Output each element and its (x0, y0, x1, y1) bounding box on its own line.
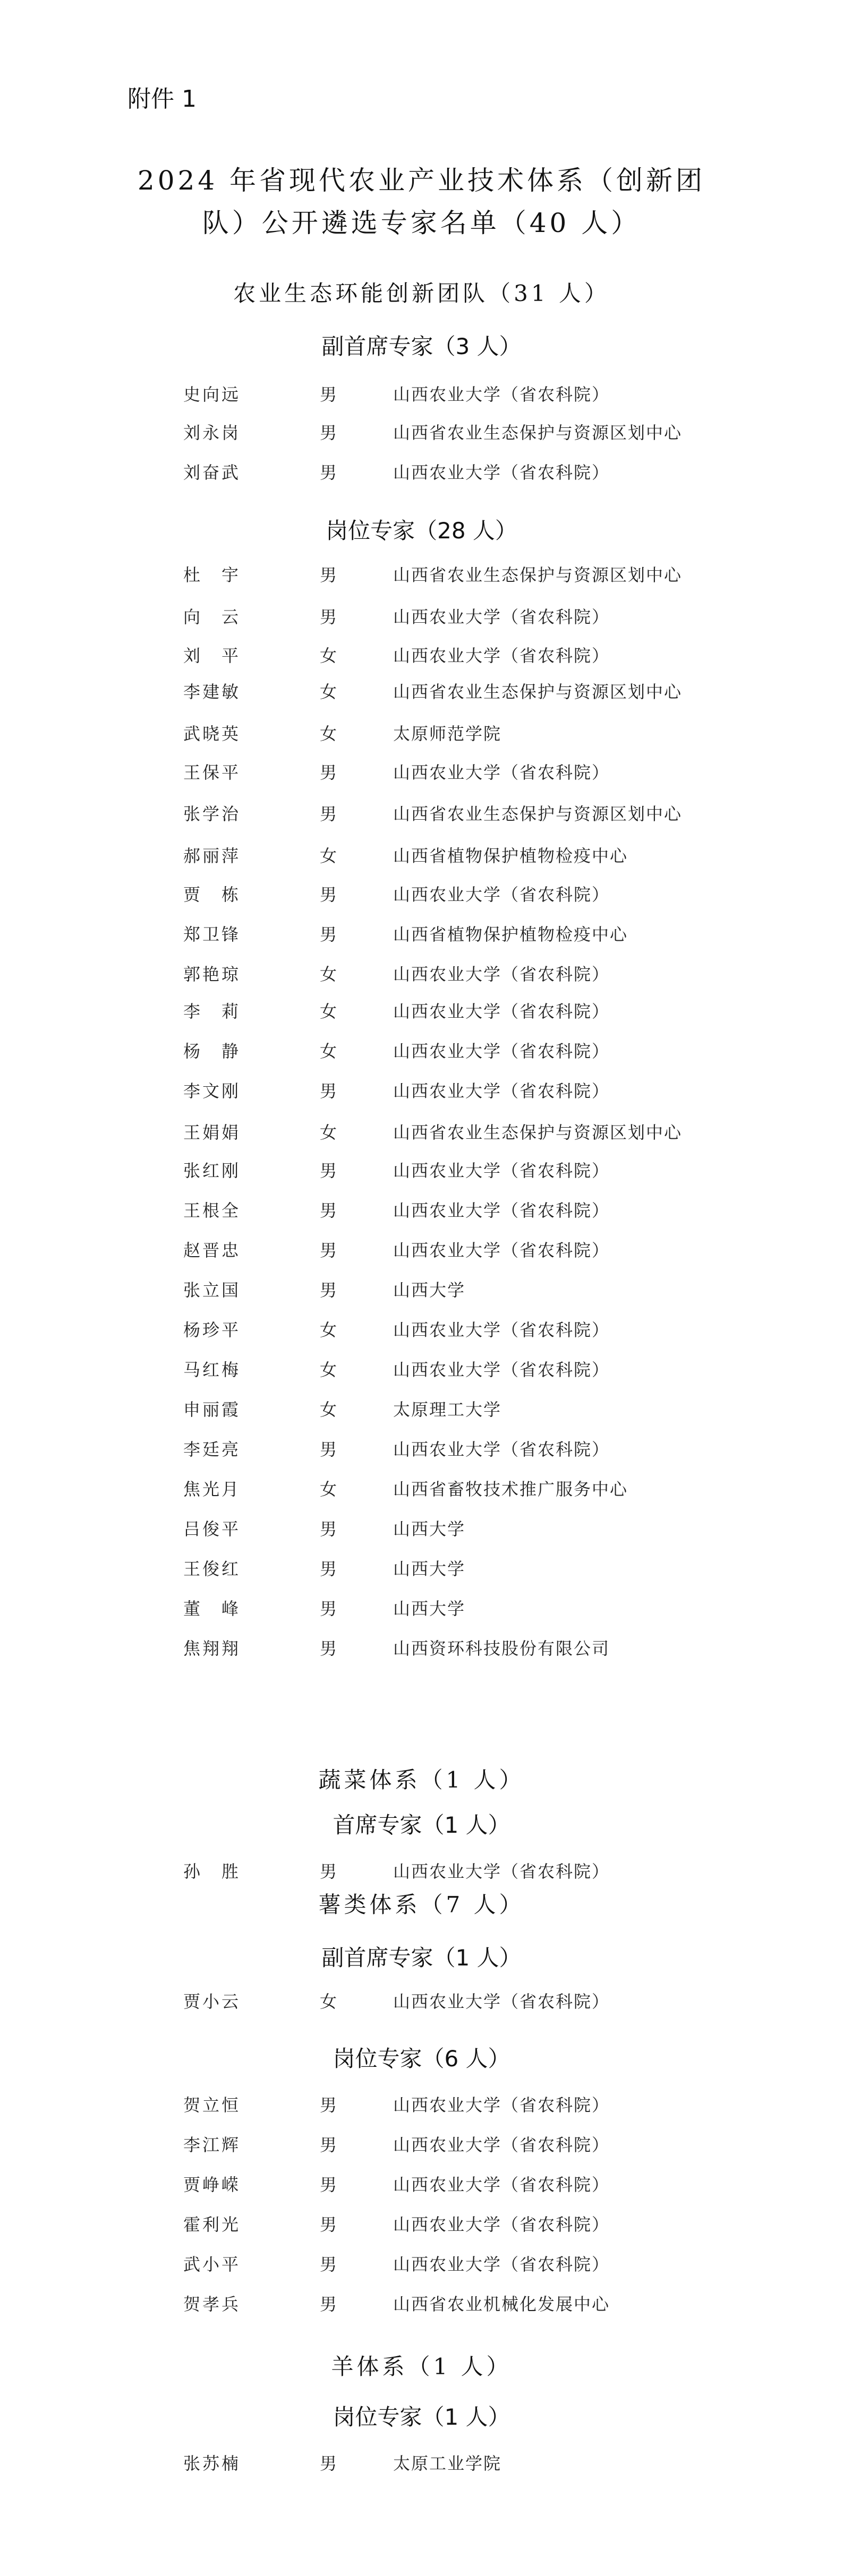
member-organization: 山西省植物保护植物检疫中心 (393, 846, 628, 866)
member-organization: 山西农业大学（省农科院） (393, 2175, 610, 2195)
member-gender: 男 (320, 1638, 337, 1659)
member-organization: 太原工业学院 (393, 2453, 502, 2474)
member-gender: 女 (320, 646, 337, 666)
attachment-label: 附件 1 (127, 85, 197, 113)
member-gender: 女 (320, 1991, 337, 2012)
member-gender: 男 (320, 1599, 337, 1619)
member-organization: 山西省农业生态保护与资源区划中心 (393, 804, 683, 824)
member-organization: 山西省农业生态保护与资源区划中心 (393, 423, 683, 443)
member-organization: 山西农业大学（省农科院） (393, 2135, 610, 2155)
member-name: 向 云 (183, 607, 241, 627)
member-organization: 山西农业大学（省农科院） (393, 2095, 610, 2115)
member-organization: 山西农业大学（省农科院） (393, 1991, 610, 2012)
member-name: 郭艳琼 (183, 964, 241, 984)
member-gender: 女 (320, 1479, 337, 1499)
member-organization: 山西农业大学（省农科院） (393, 762, 610, 783)
member-organization: 山西省畜牧技术推广服务中心 (393, 1479, 628, 1499)
member-name: 杜 宇 (183, 565, 241, 585)
member-gender: 女 (320, 846, 337, 866)
system-heading: 薯类体系（7 人） (318, 1892, 525, 1918)
member-organization: 山西省农业生态保护与资源区划中心 (393, 565, 683, 585)
member-gender: 女 (320, 964, 337, 984)
member-name: 武小平 (183, 2254, 241, 2274)
member-gender: 男 (320, 1519, 337, 1539)
member-organization: 山西农业大学（省农科院） (393, 1161, 610, 1181)
member-organization: 山西农业大学（省农科院） (393, 1360, 610, 1380)
role-heading: 副首席专家（3 人） (321, 333, 522, 359)
member-name: 刘永岗 (183, 423, 241, 443)
member-name: 李建敏 (183, 682, 241, 702)
member-gender: 男 (320, 462, 337, 483)
member-name: 刘奋武 (183, 462, 241, 483)
member-gender: 男 (320, 2294, 337, 2314)
member-organization: 山西农业大学（省农科院） (393, 1001, 610, 1021)
member-name: 王娟娟 (183, 1122, 241, 1143)
member-name: 贺立恒 (183, 2095, 241, 2115)
member-organization: 山西省农业机械化发展中心 (393, 2294, 610, 2314)
member-gender: 男 (320, 924, 337, 944)
member-organization: 山西农业大学（省农科院） (393, 607, 610, 627)
role-heading: 岗位专家（28 人） (326, 518, 517, 544)
member-gender: 女 (320, 724, 337, 744)
member-organization: 山西省农业生态保护与资源区划中心 (393, 1122, 683, 1143)
member-name: 贺孝兵 (183, 2294, 241, 2314)
member-name: 王保平 (183, 762, 241, 783)
member-name: 焦光月 (183, 1479, 241, 1499)
member-organization: 山西省植物保护植物检疫中心 (393, 924, 628, 944)
member-gender: 女 (320, 1041, 337, 1061)
member-name: 张立国 (183, 1280, 241, 1300)
member-organization: 山西大学 (393, 1599, 466, 1619)
member-name: 李江辉 (183, 2135, 241, 2155)
member-organization: 山西农业大学（省农科院） (393, 1439, 610, 1459)
document-title-line-2: 队）公开遴选专家名单（40 人） (202, 208, 641, 238)
member-gender: 男 (320, 1200, 337, 1221)
member-name: 孙 胜 (183, 1861, 241, 1882)
member-organization: 山西大学 (393, 1559, 466, 1579)
member-name: 郝丽萍 (183, 846, 241, 866)
member-name: 王根全 (183, 1200, 241, 1221)
member-organization: 太原师范学院 (393, 724, 502, 744)
member-organization: 山西大学 (393, 1280, 466, 1300)
member-gender: 男 (320, 2135, 337, 2155)
member-gender: 男 (320, 1559, 337, 1579)
member-organization: 山西农业大学（省农科院） (393, 1081, 610, 1101)
member-name: 马红梅 (183, 1360, 241, 1380)
member-gender: 男 (320, 2214, 337, 2235)
member-organization: 山西农业大学（省农科院） (393, 462, 610, 483)
member-gender: 男 (320, 1240, 337, 1260)
member-gender: 男 (320, 1081, 337, 1101)
system-heading: 农业生态环能创新团队（31 人） (233, 280, 610, 306)
member-name: 贾小云 (183, 1991, 241, 2012)
member-name: 李廷亮 (183, 1439, 241, 1459)
member-name: 王俊红 (183, 1559, 241, 1579)
member-gender: 男 (320, 2095, 337, 2115)
member-name: 杨珍平 (183, 1320, 241, 1340)
role-heading: 副首席专家（1 人） (321, 1945, 522, 1971)
member-organization: 山西农业大学（省农科院） (393, 1861, 610, 1882)
member-organization: 山西农业大学（省农科院） (393, 2214, 610, 2235)
member-name: 武晓英 (183, 724, 241, 744)
member-gender: 女 (320, 1399, 337, 1420)
role-heading: 岗位专家（6 人） (333, 2046, 510, 2072)
member-gender: 女 (320, 682, 337, 702)
member-organization: 山西农业大学（省农科院） (393, 1041, 610, 1061)
member-organization: 山西资环科技股份有限公司 (393, 1638, 610, 1659)
member-organization: 山西农业大学（省农科院） (393, 885, 610, 905)
member-name: 吕俊平 (183, 1519, 241, 1539)
member-gender: 男 (320, 1861, 337, 1882)
member-gender: 男 (320, 1161, 337, 1181)
member-name: 董 峰 (183, 1599, 241, 1619)
member-organization: 山西农业大学（省农科院） (393, 1320, 610, 1340)
member-gender: 男 (320, 2175, 337, 2195)
member-organization: 山西农业大学（省农科院） (393, 964, 610, 984)
member-name: 焦翔翔 (183, 1638, 241, 1659)
system-heading: 羊体系（1 人） (331, 2354, 512, 2380)
member-name: 贾 栋 (183, 885, 241, 905)
member-name: 郑卫锋 (183, 924, 241, 944)
member-name: 史向远 (183, 384, 241, 405)
member-organization: 山西省农业生态保护与资源区划中心 (393, 682, 683, 702)
member-name: 李文刚 (183, 1081, 241, 1101)
member-gender: 女 (320, 1320, 337, 1340)
member-name: 杨 静 (183, 1041, 241, 1061)
member-name: 霍利光 (183, 2214, 241, 2235)
member-organization: 山西农业大学（省农科院） (393, 1240, 610, 1260)
member-name: 张苏楠 (183, 2453, 241, 2474)
document-title-line-1: 2024 年省现代农业产业技术体系（创新团 (137, 165, 706, 196)
member-gender: 男 (320, 2453, 337, 2474)
member-gender: 男 (320, 423, 337, 443)
member-name: 李 莉 (183, 1001, 241, 1021)
member-gender: 女 (320, 1001, 337, 1021)
member-gender: 男 (320, 565, 337, 585)
member-organization: 山西农业大学（省农科院） (393, 384, 610, 405)
member-gender: 男 (320, 607, 337, 627)
member-gender: 女 (320, 1360, 337, 1380)
member-organization: 山西农业大学（省农科院） (393, 1200, 610, 1221)
system-heading: 蔬菜体系（1 人） (318, 1767, 525, 1793)
role-heading: 岗位专家（1 人） (333, 2404, 510, 2430)
member-gender: 男 (320, 1439, 337, 1459)
member-name: 张红刚 (183, 1161, 241, 1181)
member-gender: 男 (320, 804, 337, 824)
member-gender: 男 (320, 2254, 337, 2274)
member-gender: 女 (320, 1122, 337, 1143)
member-name: 张学治 (183, 804, 241, 824)
member-gender: 男 (320, 762, 337, 783)
member-gender: 男 (320, 885, 337, 905)
role-heading: 首席专家（1 人） (333, 1812, 510, 1838)
member-gender: 男 (320, 384, 337, 405)
member-name: 贾峥嵘 (183, 2175, 241, 2195)
member-gender: 男 (320, 1280, 337, 1300)
member-organization: 太原理工大学 (393, 1399, 502, 1420)
member-organization: 山西农业大学（省农科院） (393, 646, 610, 666)
member-organization: 山西大学 (393, 1519, 466, 1539)
member-organization: 山西农业大学（省农科院） (393, 2254, 610, 2274)
member-name: 申丽霞 (183, 1399, 241, 1420)
member-name: 刘 平 (183, 646, 241, 666)
member-name: 赵晋忠 (183, 1240, 241, 1260)
